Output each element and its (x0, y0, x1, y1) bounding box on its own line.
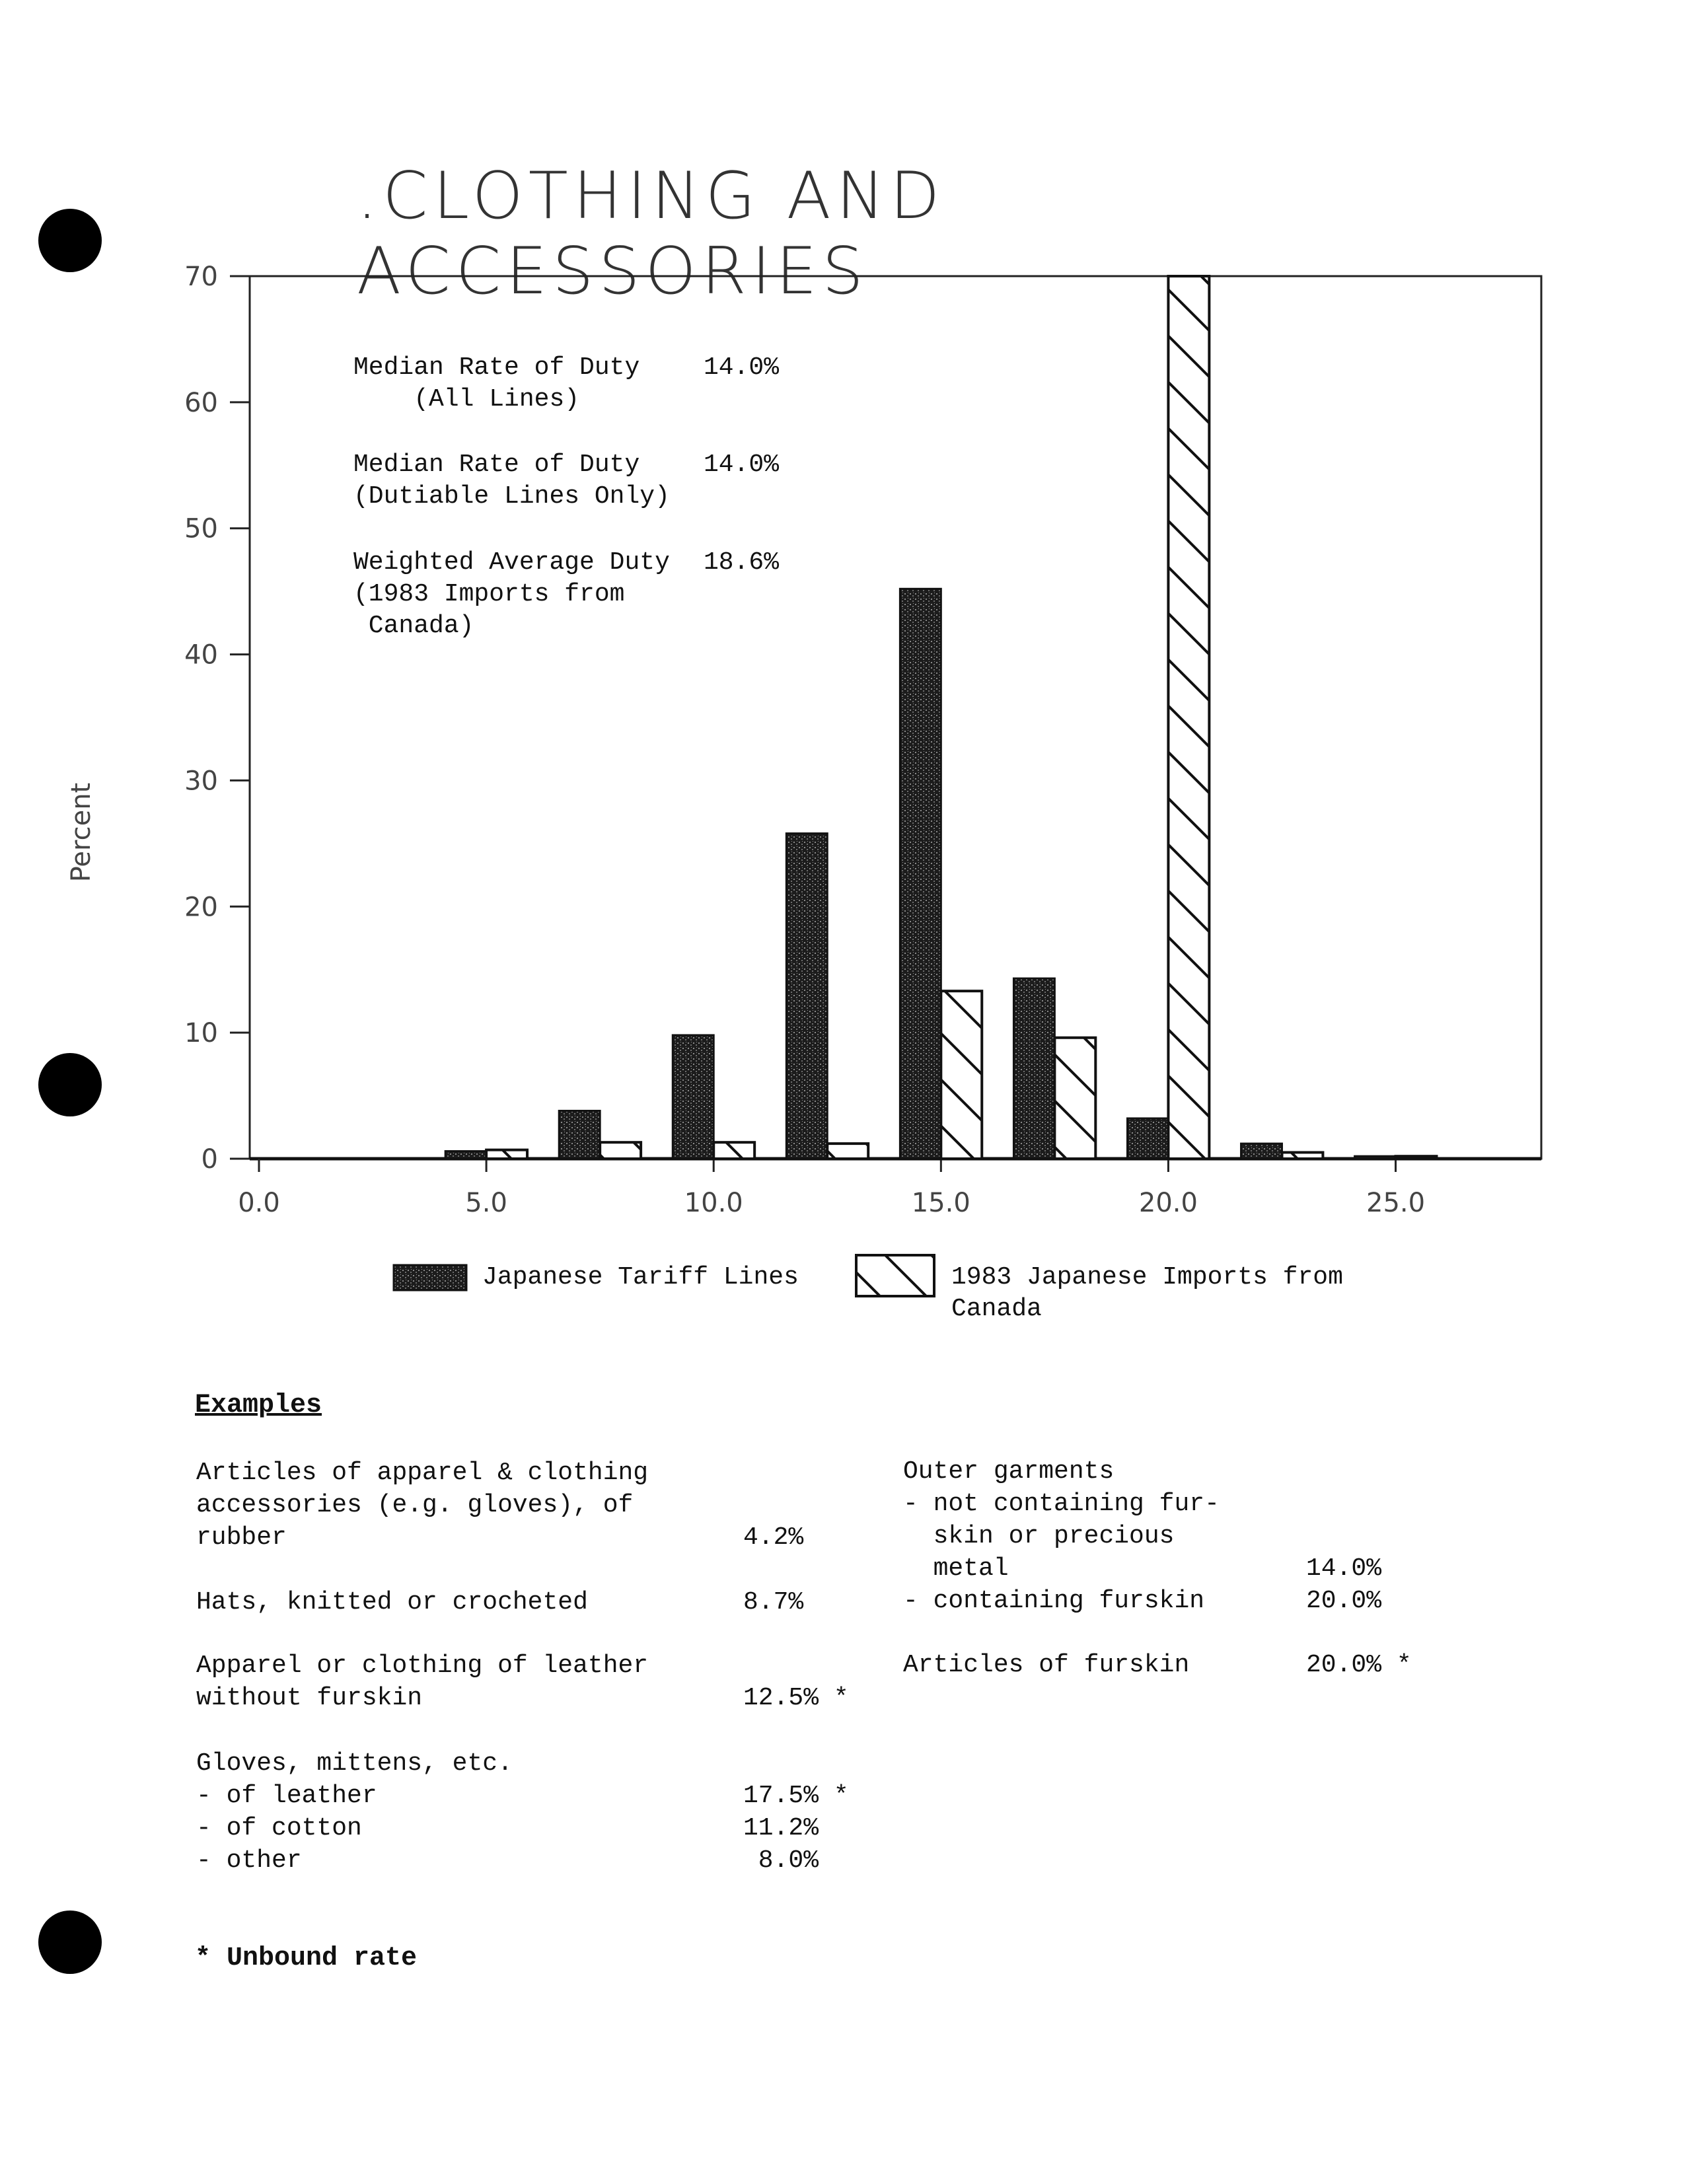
bar-imports-canada (486, 1150, 527, 1159)
examples-heading: Examples (195, 1391, 322, 1420)
x-tick-label: 10.0 (684, 1188, 743, 1218)
y-tick-label: 0 (201, 1144, 218, 1175)
y-axis-label: Percent (66, 782, 96, 883)
annotation-weighted-average-value: 18.6% (704, 548, 780, 577)
example-leather-apparel-rate: 12.5% * (743, 1684, 849, 1712)
bar-tariff-lines (1355, 1156, 1396, 1159)
example-hats-rate: 8.7% (743, 1588, 804, 1617)
legend-swatch-tariff-lines (394, 1265, 466, 1290)
example-rubber-apparel-rate: 4.2% (743, 1523, 804, 1552)
x-tick-label: 15.0 (911, 1188, 970, 1218)
bar-imports-canada (1168, 276, 1209, 1159)
bar-tariff-lines (445, 1151, 486, 1159)
bar-tariff-lines (673, 1035, 713, 1159)
example-furskin-articles-rate: 20.0% * (1306, 1651, 1412, 1679)
example-gloves: Gloves, mittens, etc. - of leather - of cotton - other (196, 1749, 513, 1875)
example-furskin-articles: Articles of furskin (903, 1651, 1190, 1679)
annotation-median-dutiable-label: Median Rate of Duty (Dutiable Lines Only) (353, 451, 670, 511)
annotation-median-dutiable-value: 14.0% (704, 451, 780, 479)
annotation-median-all-value: 14.0% (704, 353, 780, 382)
bar-tariff-lines (900, 589, 941, 1159)
bar-tariff-lines (1127, 1118, 1168, 1159)
x-tick-label: 20.0 (1138, 1188, 1198, 1218)
bar-imports-canada (941, 991, 982, 1159)
legend-label-imports: 1983 Japanese Imports from Canada (951, 1263, 1343, 1323)
y-tick-label: 10 (184, 1018, 218, 1049)
legend-label-tariff-lines: Japanese Tariff Lines (482, 1263, 799, 1292)
footnote-unbound-rate: * Unbound rate (195, 1944, 418, 1973)
bar-imports-canada (827, 1144, 868, 1159)
annotation-median-all-label: Median Rate of Duty (All Lines) (353, 353, 640, 414)
bar-imports-canada (600, 1142, 641, 1159)
bar-tariff-lines (1013, 978, 1054, 1159)
y-tick-label: 50 (184, 513, 218, 544)
y-tick-label: 60 (184, 387, 218, 418)
legend-swatch-imports (856, 1255, 934, 1296)
bar-imports-canada (713, 1142, 754, 1159)
bar-imports-canada (1054, 1038, 1095, 1159)
annotation-weighted-average-label: Weighted Average Duty (1983 Imports from Canada) (353, 548, 670, 640)
y-tick-label: 30 (184, 766, 218, 797)
example-outer-garments: Outer garments - not containing fur- skin or precious metal - containing furskin (903, 1457, 1220, 1615)
bar-tariff-lines (786, 834, 827, 1159)
bar-imports-canada (1282, 1152, 1323, 1159)
x-tick-label: 25.0 (1366, 1188, 1426, 1218)
example-outer-garments-rates: 14.0% 20.0% (1306, 1554, 1382, 1615)
example-hats: Hats, knitted or crocheted (196, 1588, 588, 1617)
x-tick-label: 0.0 (238, 1188, 280, 1218)
bar-imports-canada (1396, 1156, 1437, 1159)
example-rubber-apparel: Articles of apparel & clothing accessories (e.g. gloves), of rubber (196, 1459, 649, 1552)
y-tick-label: 20 (184, 892, 218, 923)
example-gloves-rates: 17.5% * 11.2% 8.0% (743, 1782, 849, 1875)
bar-tariff-lines (559, 1110, 600, 1159)
y-tick-label: 70 (184, 262, 218, 292)
chart-title: .CLOTHING AND ACCESSORIES (357, 159, 945, 309)
bar-tariff-lines (1241, 1144, 1282, 1159)
y-tick-label: 40 (184, 639, 218, 671)
x-tick-label: 5.0 (465, 1188, 507, 1218)
example-leather-apparel: Apparel or clothing of leather without furskin (196, 1652, 649, 1712)
